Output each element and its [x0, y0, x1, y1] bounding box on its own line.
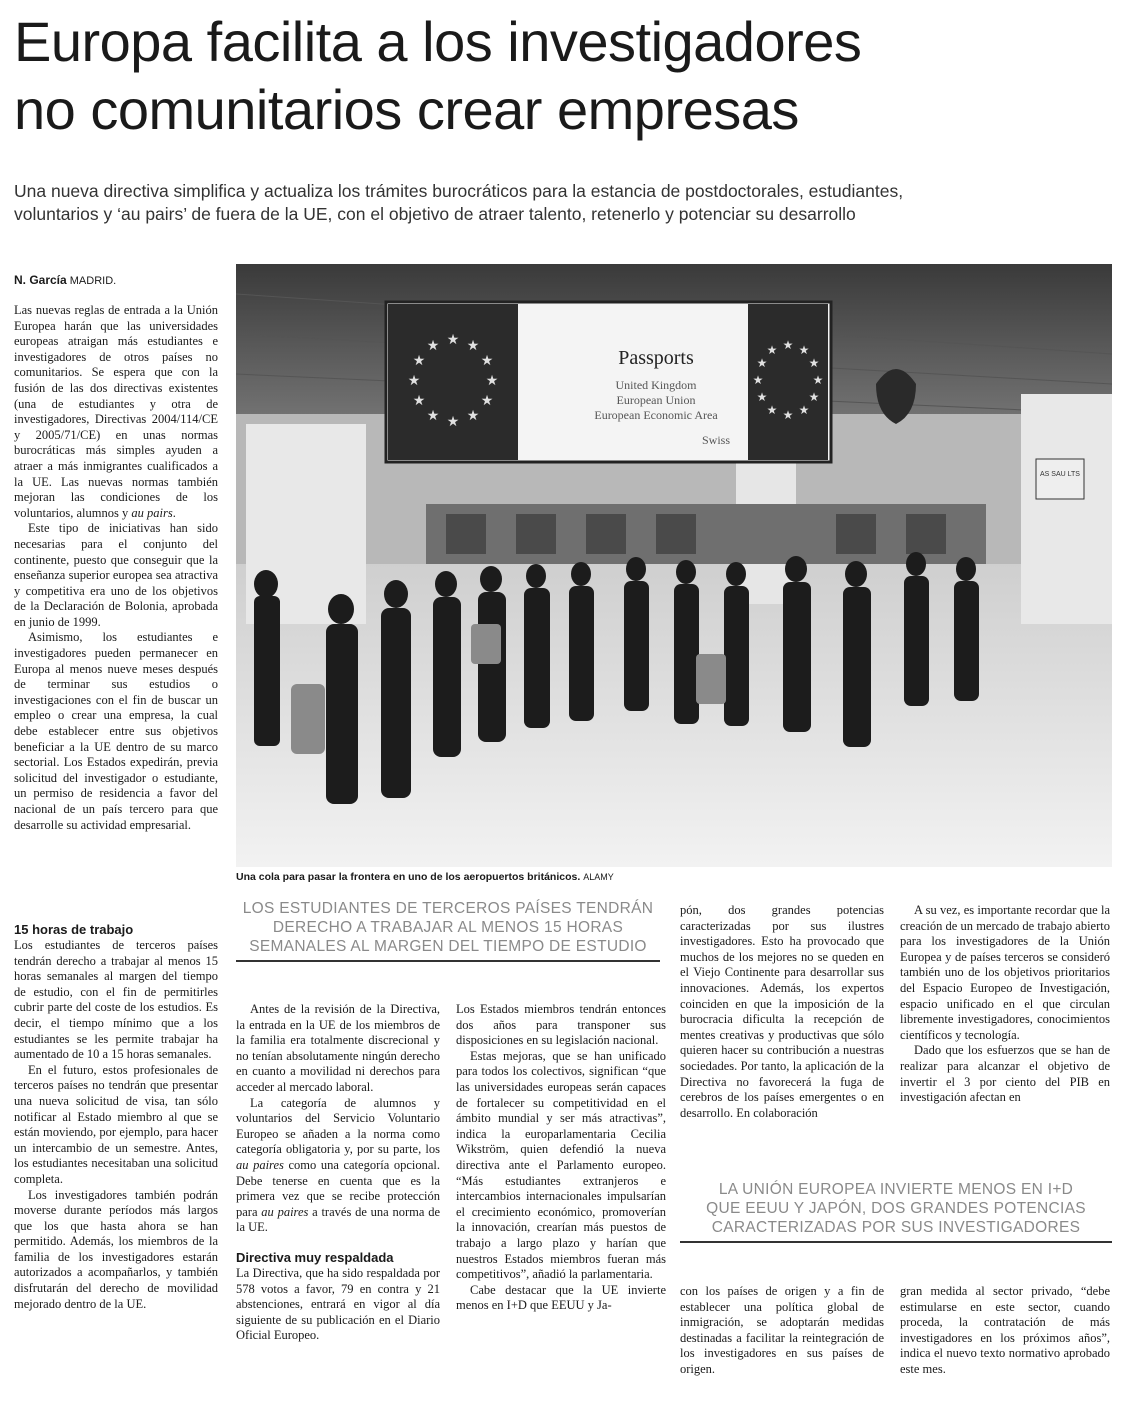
pullquote: [680, 1180, 1112, 1243]
svg-text:★: ★: [808, 390, 820, 404]
pullquote-line: DERECHO A TRABAJAR AL MENOS 15 HORAS: [272, 919, 624, 936]
svg-text:★: ★: [812, 373, 824, 387]
subtitle-line-2: voluntarios y ‘au pairs’ de fuera de la UE, con el objetivo de atraer talento, retenerlo y potenciar su desarrollo: [14, 204, 856, 224]
paragraph-text: como una categoría opcional. Debe tenerse en cuenta que es la primera vez que se recibe protección para: [236, 1157, 440, 1219]
svg-text:★: ★: [798, 343, 810, 357]
svg-text:★: ★: [466, 408, 480, 424]
pullquote-line: QUE EEUU Y JAPÓN, DOS GRANDES POTENCIAS: [706, 1200, 1086, 1217]
paragraph: Estas mejoras, que se han unificado para todos los colectivos, significan “que las universidades europeas serán capaces de fortalecer su competitividad en el ámbito mundial y ser más atractivas”, indica la europarlamentaria Cecilia Wikström, quien defendió la nueva directiva ante el Parlamento europeo. “Más estudiantes extranjeros e intercambios internacionales impulsarían el crecimiento económico, promoverían la innovación, crearían más puestos de trabajo a largo plazo y harían que nuestros Estados miembros fueran más competitivos”, añadió la parlamentaria.: [456, 1048, 666, 1282]
svg-text:★: ★: [412, 393, 426, 409]
article-column-2: [236, 1002, 440, 1344]
svg-text:★: ★: [480, 353, 494, 369]
paragraph-emphasis: au pairs: [131, 505, 173, 520]
article-column-5-lower: [900, 1284, 1110, 1378]
article-photo: [236, 264, 1112, 867]
svg-text:★: ★: [782, 338, 794, 352]
sign-title: Passports: [618, 347, 694, 369]
svg-text:★: ★: [485, 373, 499, 389]
board-text: AS SAU LTS: [1040, 471, 1080, 478]
article-column-4-lower: [680, 1284, 884, 1378]
headline: [14, 8, 1114, 144]
svg-text:★: ★: [766, 343, 778, 357]
svg-text:★: ★: [808, 356, 820, 370]
paragraph: Cabe destacar que la UE invierte menos en I+D que EEUU y Ja-: [456, 1282, 666, 1313]
pullquote-line: CARACTERIZADAS POR SUS INVESTIGADORES: [711, 1219, 1081, 1236]
svg-text:★: ★: [480, 393, 494, 409]
paragraph: gran medida al sector privado, “debe estimularse en este sector, cuando proceda, la contratación de más investigadores en los próximos años”, indica el nuevo texto normativo aprobado este mes.: [900, 1284, 1110, 1376]
sign-line: European Union: [616, 393, 696, 407]
pullquote-line: LA UNIÓN EUROPEA INVIERTE MENOS EN I+D: [718, 1181, 1074, 1198]
paragraph: Los investigadores también podrán moverse durante períodos más largos que los que hasta ahora se han permitido. Además, los miembros de la familia de los investigadores estarán autorizados a acompañarlos, y también disfrutarán del derecho de movilidad mejorado dentro de la UE.: [14, 1187, 218, 1311]
paragraph-emphasis: au paires: [261, 1204, 309, 1219]
svg-text:★: ★: [756, 390, 768, 404]
section-heading: Directiva muy respaldada: [236, 1249, 394, 1265]
svg-text:★: ★: [782, 408, 794, 422]
photo-caption: [236, 871, 614, 883]
subtitle: [14, 180, 1114, 226]
paragraph: pón, dos grandes potencias caracterizadas por sus ilustres investigadores. Esto ha provocado que muchos de los mejores no se queden en el Viejo Continente para desarrollar sus innovaciones. Además, los expertos coinciden en que la imposición de la burocracia dificulta la recepción de mentes creativas y productivas que sólo quieren hacer su contribución a nuestras sociedades. Por tanto, la aplicación de la Directiva no favorecerá la fuga de cerebros de los países emergentes o en desarrollo. En colaboración: [680, 903, 884, 1120]
headline-line-1: Europa facilita a los investigadores: [14, 10, 862, 73]
sign-line: Swiss: [701, 433, 731, 447]
article-column-3: [456, 1002, 666, 1314]
paragraph: con los países de origen y a fin de establecer una política global de inmigración, se adoptarán medidas destinadas a facilitar la reintegración de los investigadores en sus países de origen.: [680, 1284, 884, 1376]
paragraph-text: a través de una norma de la UE.: [236, 1204, 440, 1235]
sign-line: United Kingdom: [615, 378, 697, 392]
pullquote-line: SEMANALES AL MARGEN DEL TIEMPO DE ESTUDIO: [249, 938, 647, 955]
sign-line: European Economic Area: [594, 408, 718, 422]
paragraph: Dado que los esfuerzos que se han de realizar para alcanzar el objetivo de invertir el 3 por ciento del PIB en investigación afectan en: [900, 1043, 1110, 1105]
paragraph: Antes de la revisión de la Directiva, la entrada en la UE de los miembros de la familia era totalmente discrecional y no tenían absolutamente ningún derecho en cuanto a movilidad ni derechos para acceder al mercado laboral.: [236, 1002, 440, 1094]
airport-passport-queue-image: [236, 264, 1112, 867]
svg-text:★: ★: [466, 338, 480, 354]
section-heading: 15 horas de trabajo: [14, 922, 134, 937]
paragraph: Asimismo, los estudiantes e investigadores pueden permanecer en Europa al menos nueve meses después de terminar sus estudios o investigaciones con el fin de buscar un empleo o crear una empresa, la cual debe establecer entre sus objetivos beneficiar a la UE dentro de su marco sectorial. Los Estados expedirán, previa solicitud del investigador o estudiante, un permiso de residencia a favor del nacional de un país tercero para que desarrolle su actividad empresarial.: [14, 630, 218, 832]
paragraph: En el futuro, estos profesionales de terceros países no tendrán que presentar una nueva solicitud de visa, tan sólo notificar al Estado miembro al que se están moviendo, por ejemplo, para hacer un intercambio de un semestre. Antes, los estudiantes necesitaban una solicitud completa.: [14, 1062, 218, 1186]
byline: [14, 273, 116, 287]
svg-text:★: ★: [426, 338, 440, 354]
article-column-5: [900, 903, 1110, 1106]
svg-text:★: ★: [756, 356, 768, 370]
article-column-1: [14, 303, 218, 833]
article-column-1-lower: [14, 918, 218, 1312]
byline-place: MADRID.: [69, 275, 117, 287]
paragraph: Este tipo de iniciativas han sido necesarias para el conjunto del continente, puesto que conseguir que la enseñanza superior europea sea atractiva y competitiva era uno de los objetivos de la Declaración de Bolonia, aprobada en junio de 1999.: [14, 521, 218, 629]
paragraph-text: Las nuevas reglas de entrada a la Unión Europea harán que las universidades europeas atraigan más estudiantes e investigadores de otros países no comunitarios. Se espera que con la fusión de las dos directivas existentes (una de estudiantes y otra de investigadores, Directivas 2004/114/CE y 2005/71/CE) en unas normas burocráticas más simples ayuden a atraer a más inmigrantes cualificados a la UE. Las nuevas normas también mejoran las condiciones de los voluntarios, alumnos y: [14, 303, 218, 520]
svg-text:★: ★: [798, 403, 810, 417]
paragraph-emphasis: au paires: [236, 1157, 284, 1172]
paragraph-text: La categoría de alumnos y voluntarios del Servicio Voluntario Europeo se añaden a la norma como categoría obligatoria y, por su parte, los: [236, 1095, 440, 1157]
svg-text:★: ★: [766, 403, 778, 417]
svg-text:★: ★: [446, 414, 460, 430]
svg-text:★: ★: [412, 353, 426, 369]
byline-author: N. García: [14, 273, 67, 287]
svg-text:★: ★: [446, 332, 460, 348]
paragraph: Los estudiantes de terceros países tendrán derecho a trabajar al menos 15 horas semanales al margen del tiempo de estudio, con el fin de permitirles cubrir parte del coste de los estudios. Es decir, el tiempo mínimo que a los estudiantes se les permite trabajar ha aumentado de 10 a 15 horas semanales.: [14, 938, 218, 1062]
paragraph: A su vez, es importante recordar que la creación de un mercado de trabajo abierto para los investigadores de la Unión Europea y de países terceros se consideró también uno de los objetivos prioritarios del Espacio Europeo de Investigación, espacio unificado en el que circulan libremente investigadores, conocimientos científicos y tecnología.: [900, 903, 1110, 1042]
photo-credit: ALAMY: [583, 872, 614, 882]
svg-text:★: ★: [407, 373, 421, 389]
pullquote-line: LOS ESTUDIANTES DE TERCEROS PAÍSES TENDRÁN: [242, 900, 654, 917]
svg-text:★: ★: [752, 373, 764, 387]
headline-line-2: no comunitarios crear empresas: [14, 78, 799, 141]
article-column-4: [680, 903, 884, 1121]
paragraph: Las nuevas reglas de entrada a la Unión Europea harán que las universidades europeas atraigan más estudiantes e investigadores de otros países no comunitarios. Se espera que con la fusión de las dos directivas existentes (una de estudiantes y otra de investigadores, Directivas 2004/114/CE y 2005/71/CE) en unas normas burocráticas más simples ayuden a atraer a más inmigrantes cualificados a la UE. Las nuevas normas también mejoran las condiciones de los voluntarios, alumnos y au pairs.: [14, 303, 218, 520]
svg-text:★: ★: [426, 408, 440, 424]
paragraph: [236, 1096, 440, 1236]
paragraph: Los Estados miembros tendrán entonces dos años para transponer sus disposiciones en su legislación nacional.: [456, 1002, 666, 1048]
pullquote: [236, 899, 660, 962]
caption-text: Una cola para pasar la frontera en uno de los aeropuertos británicos.: [236, 871, 581, 883]
subtitle-line-1: Una nueva directiva simplifica y actualiza los trámites burocráticos para la estancia de postdoctorales, estudiantes,: [14, 181, 904, 201]
paragraph: La Directiva, que ha sido respaldada por 578 votos a favor, 79 en contra y 21 abstenciones, entrará en vigor al día siguiente de su publicación en el Diario Oficial Europeo.: [236, 1265, 440, 1343]
